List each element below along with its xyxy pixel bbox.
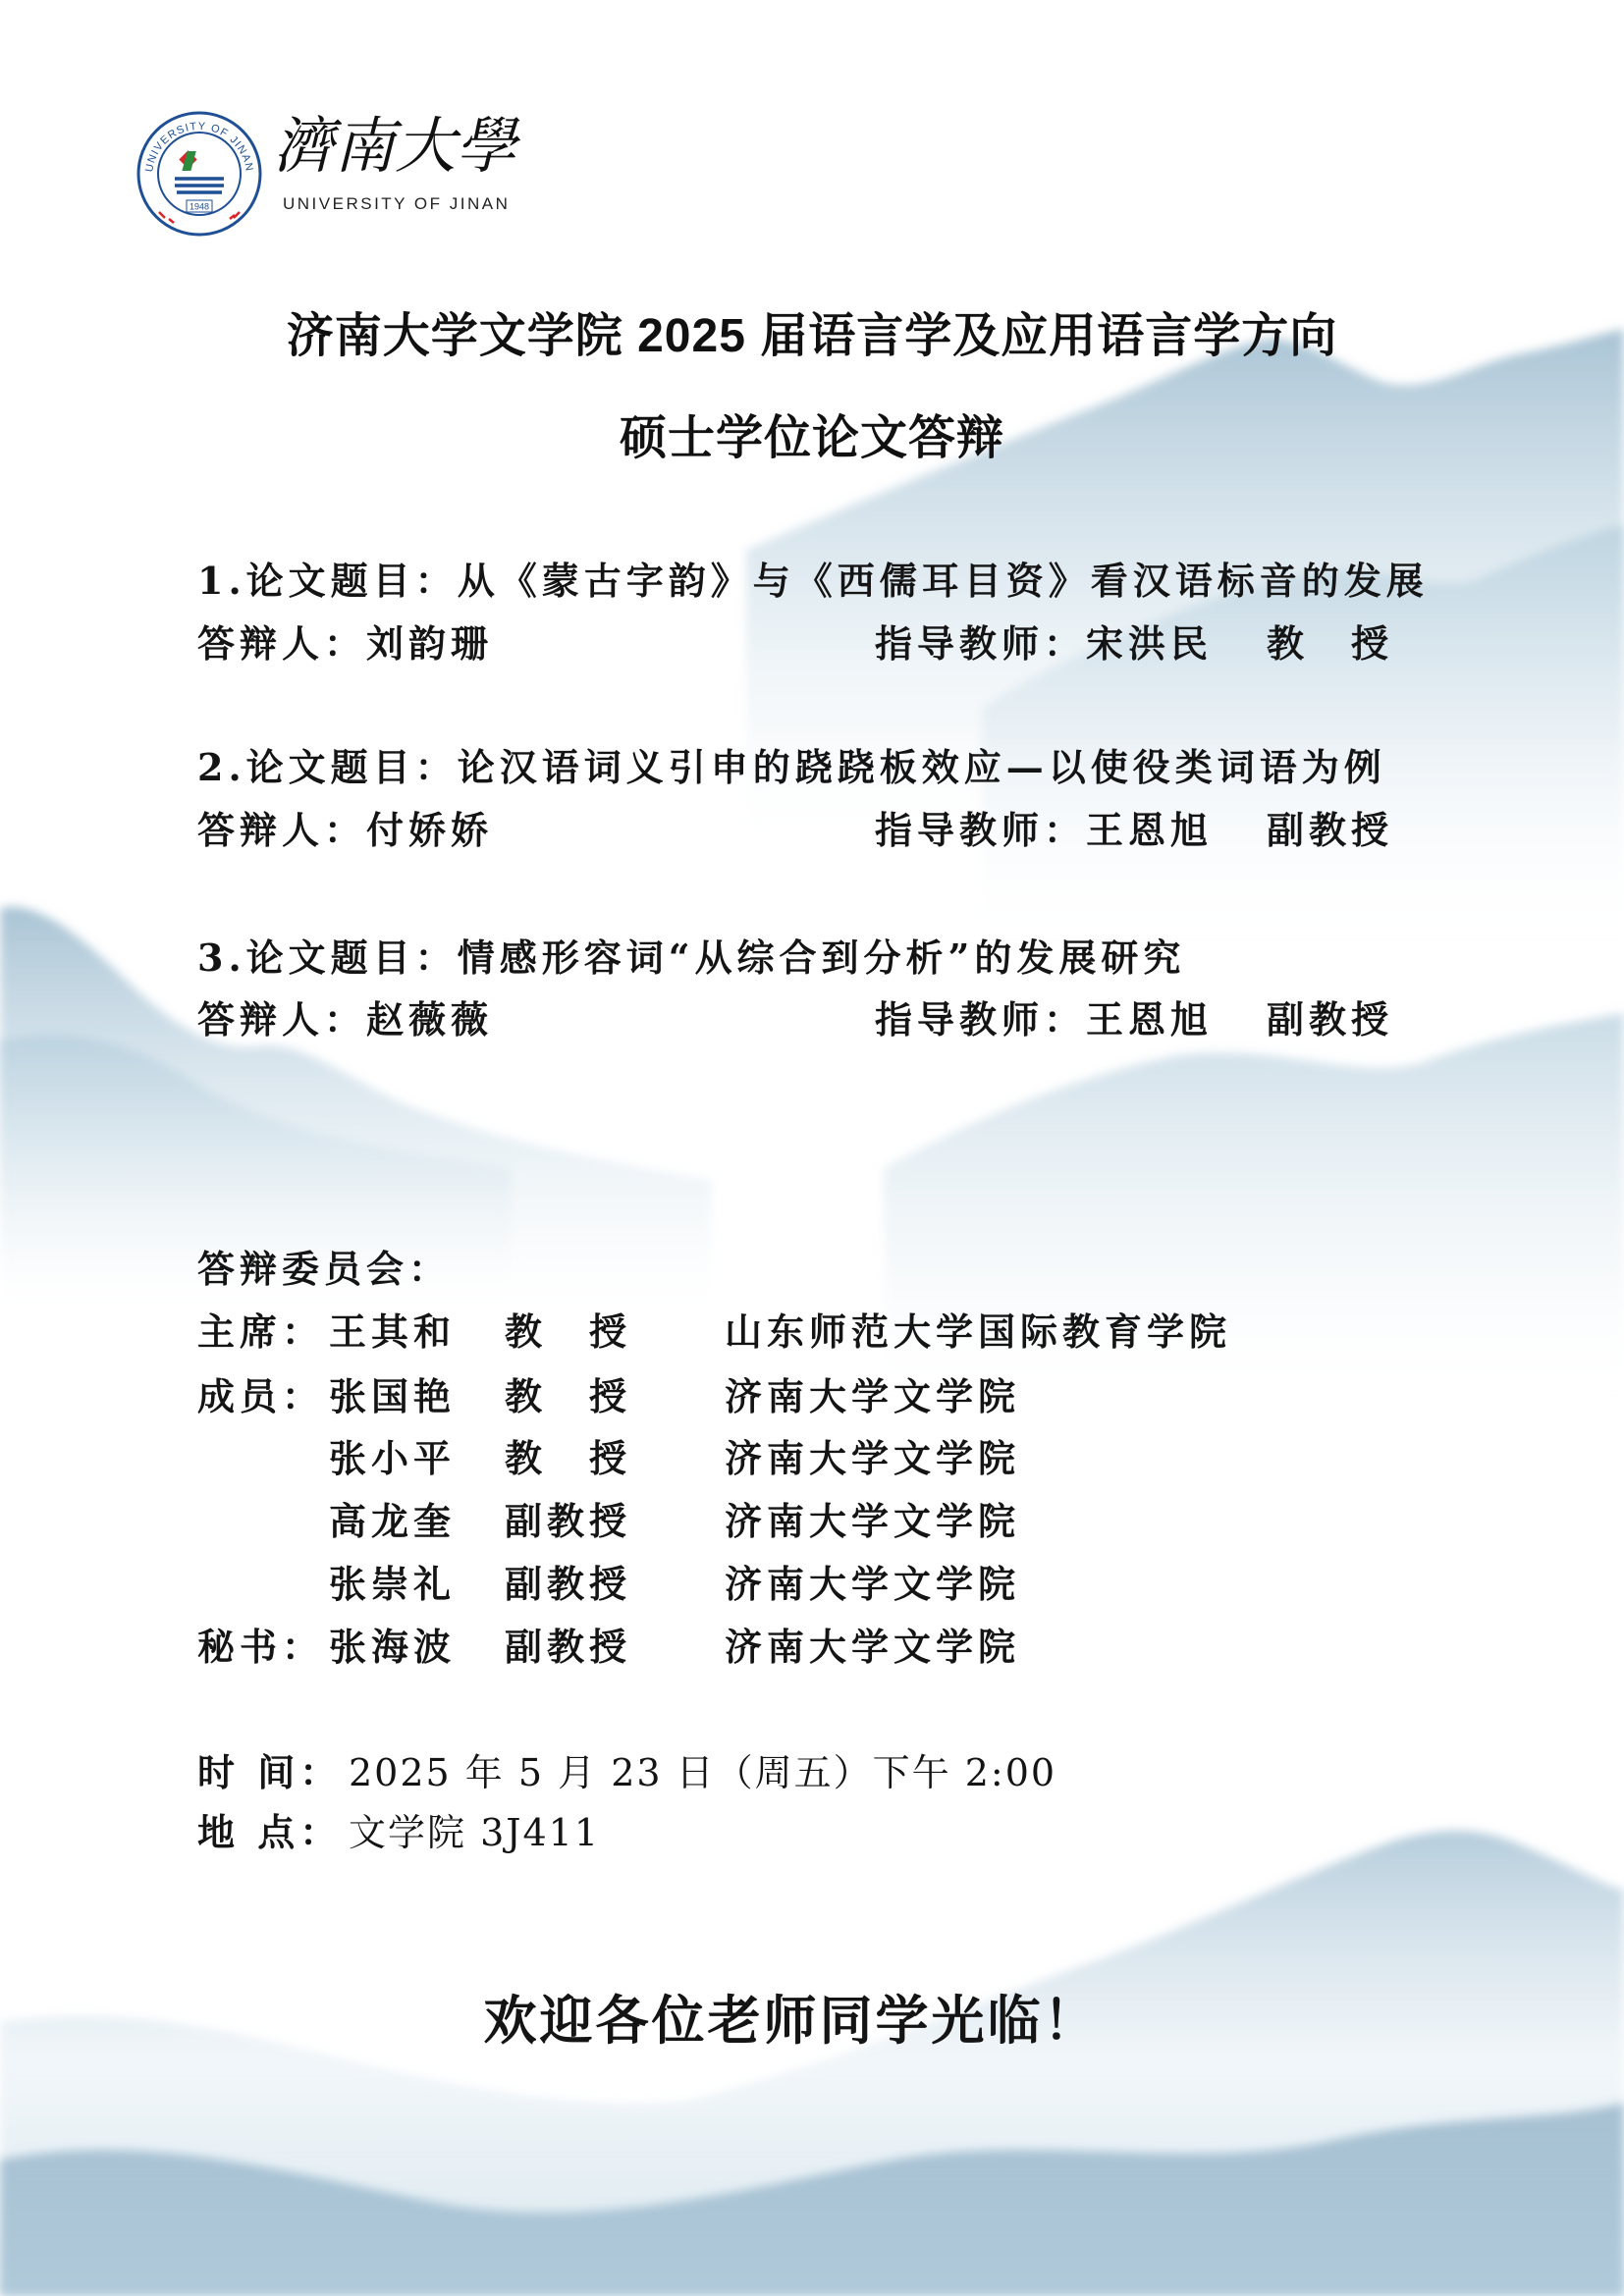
university-name-calligraphy: 濟南大學 [273, 110, 517, 182]
committee-member-title: 教 授 [505, 1309, 632, 1354]
committee-member-name: 张小平 [329, 1436, 457, 1480]
committee-heading: 答辩委员会： [197, 1247, 452, 1291]
committee-member-org: 济南大学文学院 [725, 1562, 1021, 1606]
advisor-name: 王恩旭 [1086, 808, 1214, 852]
committee-member-title: 教 授 [505, 1436, 632, 1480]
defender-label: 答辩人： [197, 621, 367, 666]
committee-role: 主席： [197, 1309, 325, 1354]
committee-role: 秘书： [197, 1625, 325, 1669]
defender-name: 付娇娇 [366, 808, 494, 852]
thesis-topic: 论汉语词义引申的跷跷板效应—以使役类词语为例 [457, 745, 1386, 789]
committee-member-title: 教 授 [505, 1374, 632, 1418]
thesis-3-advisor [875, 997, 1214, 1041]
seal-year: 1948 [189, 201, 210, 212]
committee-member-name: 张国艳 [329, 1374, 457, 1418]
committee-member-org: 济南大学文学院 [725, 1625, 1021, 1669]
committee-member-title: 副教授 [505, 1562, 632, 1606]
thesis-topic: 从《蒙古字韵》与《西儒耳目资》看汉语标音的发展 [457, 559, 1429, 603]
thesis-1-defender [197, 621, 494, 666]
committee-member-org: 济南大学文学院 [725, 1499, 1021, 1543]
committee-member-name: 高龙奎 [329, 1499, 457, 1543]
time-value: 2025 年 5 月 23 日（周五）下午 2:00 [349, 1751, 1057, 1794]
university-name-english: UNIVERSITY OF JINAN [283, 194, 511, 213]
committee-member-org: 济南大学文学院 [725, 1436, 1021, 1480]
thesis-3-advisor-title: 副教授 [1267, 997, 1394, 1041]
university-seal-logo [135, 110, 263, 238]
thesis-topic-label: 论文题目： [245, 745, 458, 789]
seal-ring-textpath: UNIVERSITY OF JINAN [143, 120, 255, 174]
thesis-topic-label: 论文题目： [245, 935, 458, 980]
poster-title-line1 [0, 310, 1624, 362]
committee-member-org: 山东师范大学国际教育学院 [725, 1309, 1232, 1354]
thesis-topic: 情感形容词“从综合到分析”的发展研究 [457, 935, 1186, 980]
place-value: 文学院 3J411 [349, 1811, 601, 1854]
committee-member-org: 济南大学文学院 [725, 1374, 1021, 1418]
committee-member-title: 副教授 [505, 1625, 632, 1669]
advisor-label: 指导教师： [875, 997, 1087, 1041]
thesis-1-advisor-title: 教 授 [1267, 621, 1394, 666]
title-suffix: 届语言学及应用语言学方向 [760, 310, 1338, 362]
defender-name: 赵薇薇 [366, 997, 494, 1041]
thesis-2-topic [197, 745, 1386, 789]
thesis-2-defender [197, 808, 494, 852]
advisor-name: 王恩旭 [1086, 997, 1214, 1041]
thesis-1-topic [197, 559, 1429, 603]
welcome-message: 欢迎各位老师同学光临！ [483, 1989, 1100, 2052]
thesis-1-advisor [875, 621, 1214, 666]
time-label: 时 间： [197, 1750, 343, 1794]
committee-member-name: 张海波 [329, 1625, 457, 1669]
thesis-2-advisor [875, 808, 1214, 852]
title-year: 2025 [637, 310, 746, 362]
poster-title-line2: 硕士学位论文答辩 [619, 412, 1004, 464]
committee-member-name: 王其和 [329, 1309, 457, 1354]
thesis-3-defender [197, 997, 494, 1041]
thesis-2-advisor-title: 副教授 [1267, 808, 1394, 852]
place-label: 地 点： [197, 1810, 343, 1854]
title-prefix: 济南大学文学院 [286, 310, 623, 362]
committee-member-name: 张崇礼 [329, 1562, 457, 1606]
defender-label: 答辩人： [197, 997, 367, 1041]
thesis-index: 1. [197, 559, 246, 603]
thesis-index: 3. [197, 935, 246, 980]
committee-member-title: 副教授 [505, 1499, 632, 1543]
defender-name: 刘韵珊 [366, 621, 494, 666]
thesis-topic-label: 论文题目： [245, 559, 458, 603]
defender-label: 答辩人： [197, 808, 367, 852]
advisor-label: 指导教师： [875, 808, 1087, 852]
thesis-index: 2. [197, 745, 246, 789]
advisor-label: 指导教师： [875, 621, 1087, 666]
thesis-3-topic [197, 935, 1186, 980]
committee-role: 成员： [197, 1374, 325, 1418]
advisor-name: 宋洪民 [1086, 621, 1214, 666]
